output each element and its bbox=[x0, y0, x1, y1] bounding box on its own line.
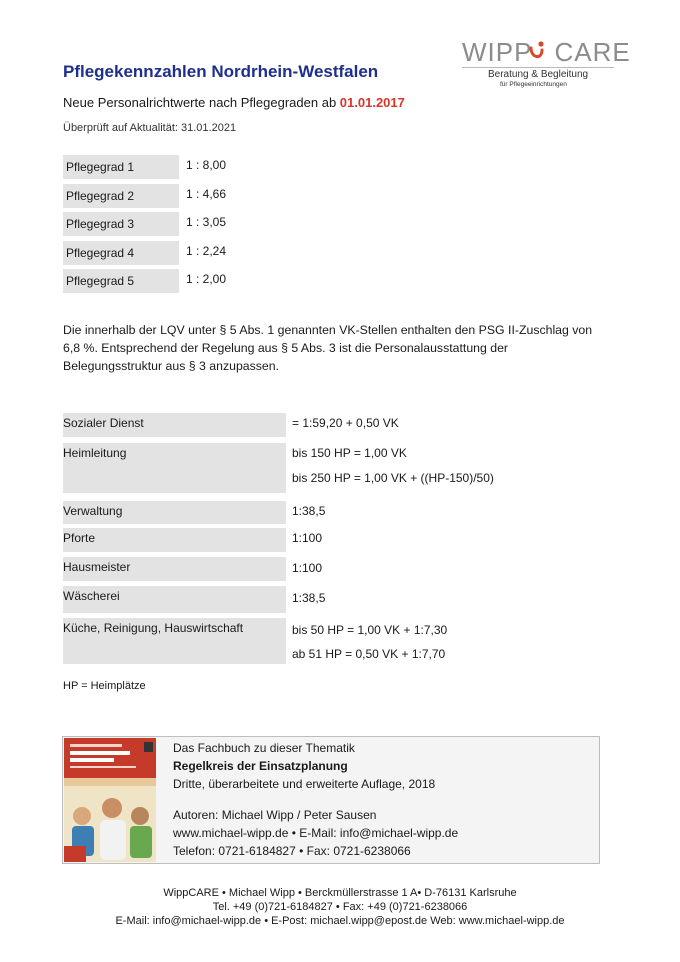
logo-tagline: Beratung & Begleitung bbox=[488, 69, 589, 80]
pflegegrad-label: Pflegegrad 3 bbox=[63, 212, 179, 236]
logo-brand-b: CARE bbox=[554, 37, 631, 67]
staff-value: 1:38,5 bbox=[292, 504, 326, 518]
staff-value: 1:100 bbox=[292, 531, 323, 545]
staff-label: Küche, Reinigung, Hauswirtschaft bbox=[63, 618, 286, 664]
logo-hook-icon bbox=[528, 40, 546, 62]
book-web-email: www.michael-wipp.de • E-Mail: info@michael-wipp.de bbox=[173, 826, 459, 840]
book-authors: Autoren: Michael Wipp / Peter Sausen bbox=[173, 808, 377, 822]
page-title: Pflegekennzahlen Nordrhein-Westfalen bbox=[63, 62, 379, 81]
staff-label: Wäscherei bbox=[63, 586, 286, 613]
pflegegrad-value: 1 : 4,66 bbox=[186, 187, 227, 201]
book-title: Regelkreis der Einsatzplanung bbox=[173, 759, 348, 773]
pflegegrad-label: Pflegegrad 5 bbox=[63, 269, 179, 293]
logo-rule bbox=[462, 67, 614, 68]
staff-value: bis 50 HP = 1,00 VK + 1:7,30 bbox=[292, 623, 448, 637]
book-intro: Das Fachbuch zu dieser Thematik bbox=[173, 741, 355, 755]
pflegegrad-value: 1 : 8,00 bbox=[186, 158, 227, 172]
staff-label: Heimleitung bbox=[63, 443, 286, 493]
staff-label: Sozialer Dienst bbox=[63, 413, 286, 437]
pflegegrad-value: 1 : 2,24 bbox=[186, 244, 227, 258]
pflegegrad-value: 1 : 3,05 bbox=[186, 215, 227, 229]
staff-value: = 1:59,20 + 0,50 VK bbox=[292, 416, 399, 430]
footer-address: WippCARE • Michael Wipp • Berckmüllerstrasse 1 A• D-76131 Karlsruhe bbox=[163, 887, 517, 899]
staff-value: bis 250 HP = 1,00 VK + ((HP-150)/50) bbox=[292, 471, 494, 485]
staff-label: Hausmeister bbox=[63, 557, 286, 581]
psg-paragraph: Die innerhalb der LQV unter § 5 Abs. 1 genannten VK-Stellen enthalten den PSG II-Zuschlag von 6,8 %. Entsprechend der Regelung aus § 5 Abs. 3 ist die Personalausstattung der Belegungsstruktur aus § 3 anzupassen. bbox=[63, 323, 593, 373]
book-box bbox=[62, 736, 600, 864]
book-cover-image bbox=[64, 738, 156, 862]
book-phone-fax: Telefon: 0721-6184827 • Fax: 0721-6238066 bbox=[173, 844, 411, 858]
pflegegrad-label: Pflegegrad 4 bbox=[63, 241, 179, 265]
book-edition: Dritte, überarbeitete und erweiterte Auflage, 2018 bbox=[173, 777, 436, 791]
staff-value: bis 150 HP = 1,00 VK bbox=[292, 446, 407, 460]
staff-value: 1:38,5 bbox=[292, 591, 326, 605]
page-subtitle bbox=[63, 95, 405, 110]
pflegegrad-label: Pflegegrad 2 bbox=[63, 184, 179, 208]
staff-label: Pforte bbox=[63, 528, 286, 552]
staff-value: 1:100 bbox=[292, 561, 323, 575]
logo-tagline-small: für Pflegeeinrichtungen bbox=[500, 81, 567, 88]
pflegegrad-label: Pflegegrad 1 bbox=[63, 155, 179, 179]
staff-label: Verwaltung bbox=[63, 501, 286, 524]
subtitle-text: Neue Personalrichtwerte nach Pflegegraden ab bbox=[63, 95, 340, 110]
footer-contact: E-Mail: info@michael-wipp.de • E-Post: michael.wipp@epost.de Web: www.michael-wipp.de bbox=[115, 915, 565, 927]
book-cover-illustration-icon bbox=[64, 738, 156, 862]
footer-phone: Tel. +49 (0)721-6184827 • Fax: +49 (0)721-6238066 bbox=[212, 901, 468, 913]
checked-date: Überprüft auf Aktualität: 31.01.2021 bbox=[63, 122, 237, 134]
footnote: HP = Heimplätze bbox=[63, 680, 146, 692]
logo-brand-a: WIPP bbox=[462, 37, 533, 67]
wippcare-logo bbox=[462, 37, 631, 88]
subtitle-date: 01.01.2017 bbox=[339, 95, 405, 110]
staff-value: ab 51 HP = 0,50 VK + 1:7,70 bbox=[292, 647, 446, 661]
pflegegrad-value: 1 : 2,00 bbox=[186, 272, 227, 286]
